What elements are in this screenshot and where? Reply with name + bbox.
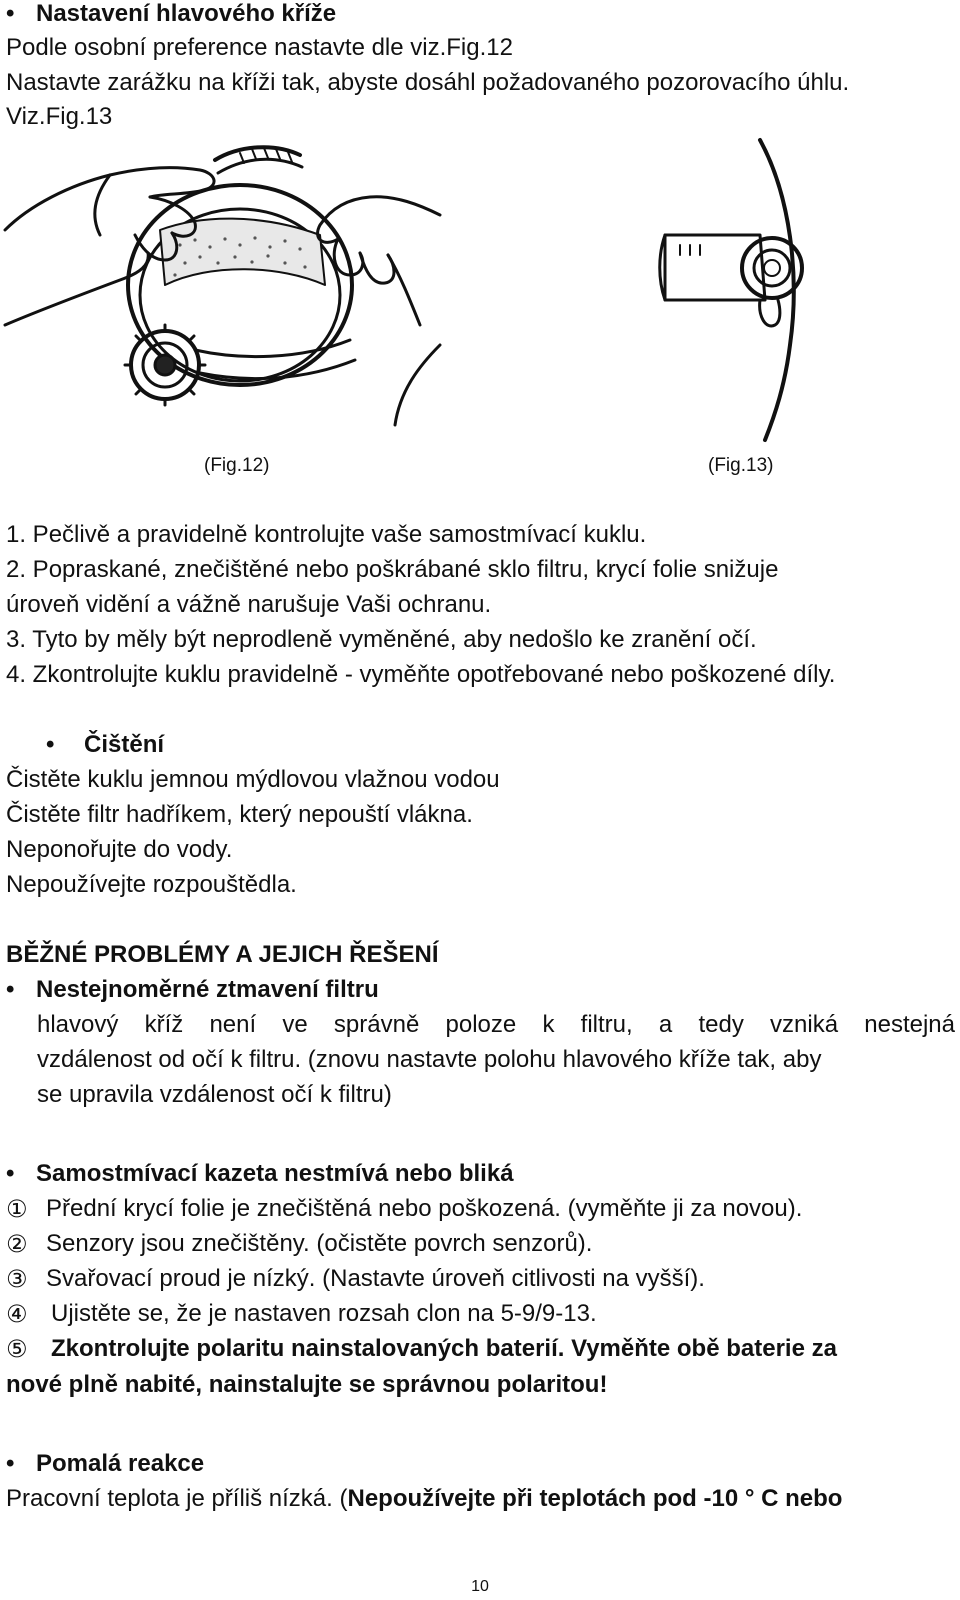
maintenance-item-3: 3. Tyto by měly být neprodleně vyměněné, aby nedošlo ke zranění očí. (6, 626, 757, 653)
uneven-darkening-title: • Nestejnoměrné ztmavení filtru (6, 976, 379, 1004)
no-darken-item-2-text: Senzory jsou znečištěny. (očistěte povrch senzorů). (46, 1230, 593, 1257)
slow-reaction-text (6, 1485, 842, 1513)
fig12-caption: (Fig.12) (204, 455, 270, 476)
no-darken-item-3 (6, 1265, 705, 1293)
bullet-icon: • (46, 731, 55, 758)
no-darken-item-5-text: Zkontrolujte polaritu nainstalovaných baterií. Vyměňte obě baterie za (51, 1335, 837, 1362)
headband-instruction-3: Viz.Fig.13 (6, 103, 113, 130)
no-darken-item-1-text: Přední krycí folie je znečištěná nebo poškozená. (vyměňte ji za novou). (46, 1195, 803, 1222)
no-darken-item-5 (6, 1335, 837, 1363)
headband-instruction-1: Podle osobní preference nastavte dle viz.Fig.12 (6, 34, 513, 61)
uneven-darkening-text-2: vzdálenost od očí k filtru. (znovu nastavte polohu hlavového kříže tak, aby (37, 1046, 822, 1073)
circled-number-5: ⑤ (6, 1335, 28, 1363)
maintenance-item-1: 1. Pečlivě a pravidelně kontrolujte vaše samostmívací kuklu. (6, 521, 647, 548)
page-number: 10 (471, 1578, 489, 1595)
cleaning-line-3: Neponořujte do vody. (6, 836, 233, 863)
fig13-helmet-stop-illustration (640, 135, 830, 445)
section-title-cleaning (46, 731, 164, 759)
slow-reaction-text-bold: Nepoužívejte při teplotách pod -10 ° C nebo (347, 1485, 843, 1512)
circled-number-4: ④ (6, 1300, 28, 1328)
section-title-headband: • Nastavení hlavového kříže (6, 0, 336, 28)
slow-reaction-title: • Pomalá reakce (6, 1450, 204, 1478)
no-darken-item-1 (6, 1195, 802, 1223)
maintenance-item-2: 2. Popraskané, znečištěné nebo poškrábané sklo filtru, krycí folie snižuje (6, 556, 779, 583)
no-darken-item-4 (6, 1300, 597, 1328)
fig12-headband-illustration (0, 135, 445, 445)
uneven-darkening-text-1: hlavový kříž není ve správně poloze k filtru, a tedy vzniká nestejná (37, 1011, 955, 1038)
no-darken-item-5-continued: nové plně nabité, nainstalujte se správnou polaritou! (6, 1371, 608, 1398)
circled-number-1: ① (6, 1195, 28, 1223)
cleaning-line-4: Nepoužívejte rozpouštědla. (6, 871, 297, 898)
maintenance-item-4: 4. Zkontrolujte kuklu pravidelně - vyměňte opotřebované nebo poškozené díly. (6, 661, 836, 688)
maintenance-item-2-continued: úroveň vidění a vážně narušuje Vaši ochranu. (6, 591, 492, 618)
cleaning-line-1: Čistěte kuklu jemnou mýdlovou vlažnou vodou (6, 766, 500, 793)
uneven-darkening-text-3: se upravila vzdálenost očí k filtru) (37, 1081, 392, 1108)
no-darken-item-2 (6, 1230, 592, 1258)
no-darken-item-3-text: Svařovací proud je nízký. (Nastavte úroveň citlivosti na vyšší). (46, 1265, 705, 1292)
cleaning-title-text: Čištění (84, 731, 165, 758)
cleaning-line-2: Čistěte filtr hadříkem, který nepouští vlákna. (6, 801, 473, 828)
slow-reaction-text-prefix: Pracovní teplota je příliš nízká. ( (6, 1485, 348, 1512)
troubleshooting-heading: BĚŽNÉ PROBLÉMY A JEJICH ŘEŠENÍ (6, 941, 439, 968)
headband-instruction-2: Nastavte zarážku na kříži tak, abyste dosáhl požadovaného pozorovacího úhlu. (6, 69, 850, 96)
no-darken-item-4-text: Ujistěte se, že je nastaven rozsah clon na 5-9/9-13. (51, 1300, 597, 1327)
fig13-caption: (Fig.13) (708, 455, 774, 476)
circled-number-3: ③ (6, 1265, 28, 1293)
no-darken-title: • Samostmívací kazeta nestmívá nebo bliká (6, 1160, 514, 1188)
circled-number-2: ② (6, 1230, 28, 1258)
